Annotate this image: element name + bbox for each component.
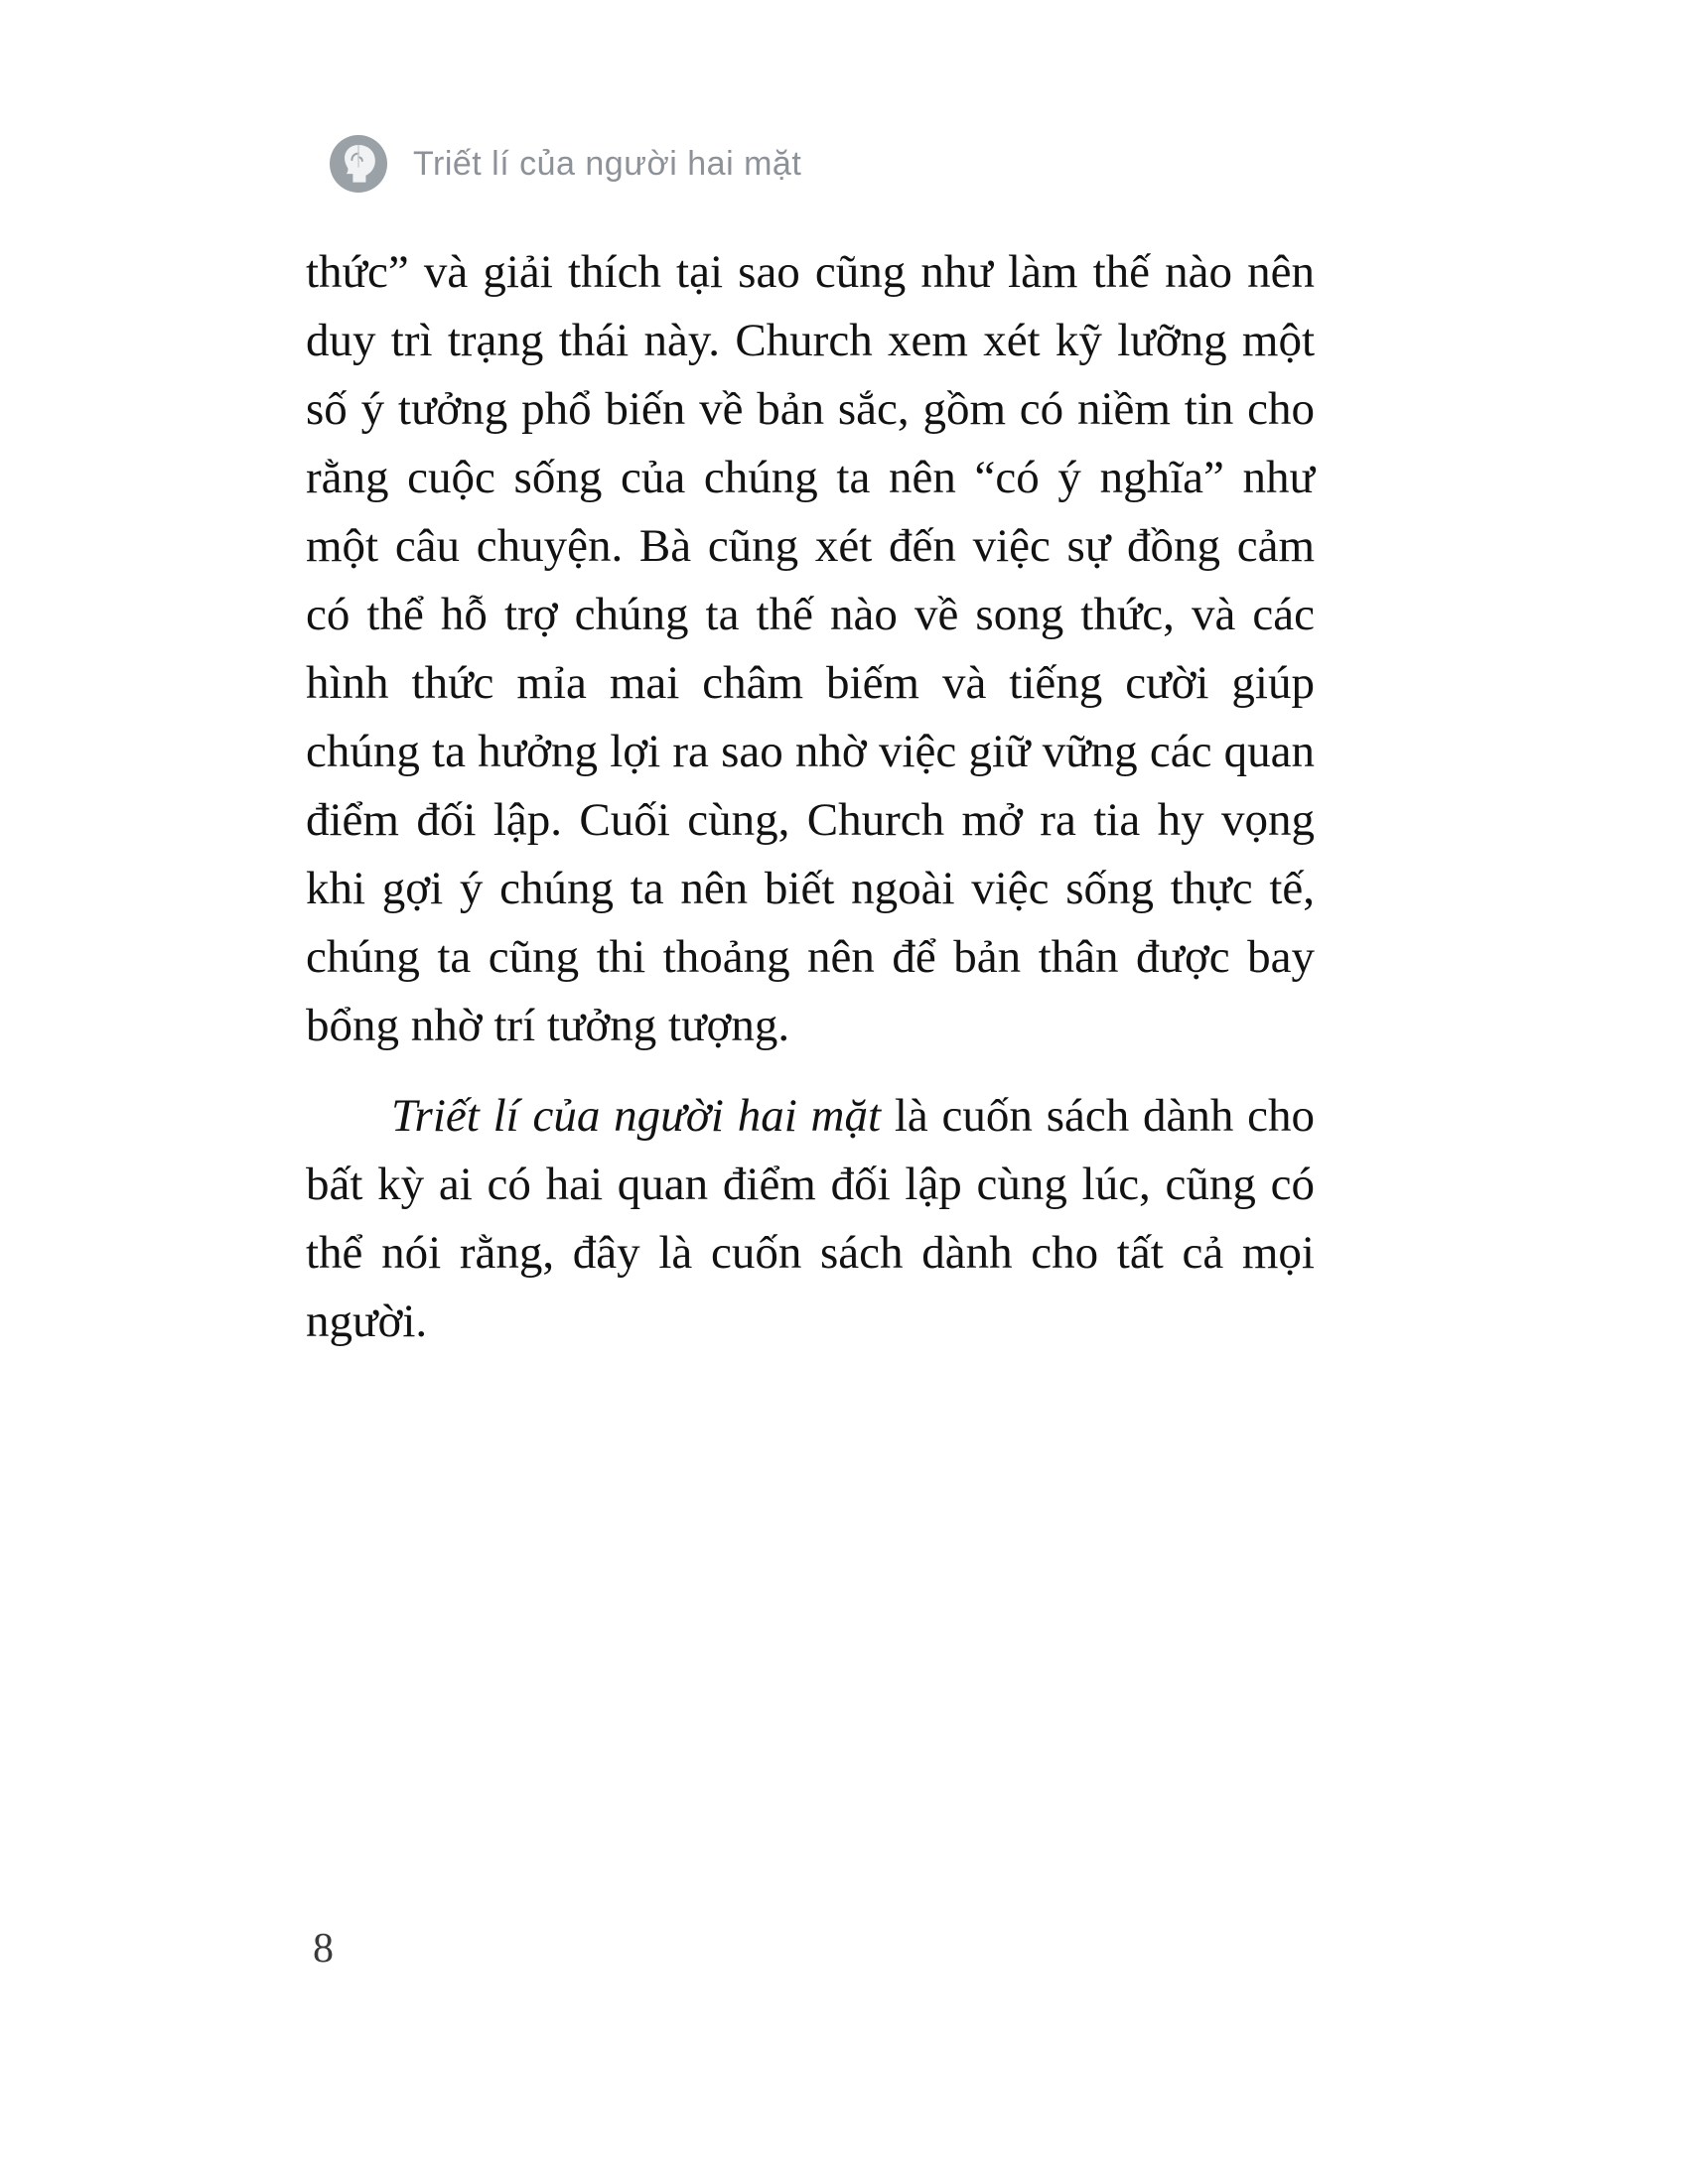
paragraph [306, 1082, 1315, 1356]
two-face-head-icon [330, 135, 387, 193]
body-text-block [306, 238, 1315, 1378]
paragraph: thức” và giải thích tại sao cũng như làm thế nào nên duy trì trạng thái này. Church xem xét kỹ lưỡng một số ý tưởng phổ biến về bản sắc, gồm có niềm tin cho rằng cuộc sống của chúng ta nên “có ý nghĩa” như một câu chuyện. Bà cũng xét đến việc sự đồng cảm có thể hỗ trợ chúng ta thế nào về song thức, và các hình thức mỉa mai châm biếm và tiếng cười giúp chúng ta hưởng lợi ra sao nhờ việc giữ vững các quan điểm đối lập. Cuối cùng, Church mở ra tia hy vọng khi gợi ý chúng ta nên biết ngoài việc sống thực tế, chúng ta cũng thi thoảng nên để bản thân được bay bổng nhờ trí tưởng tượng. [306, 246, 1315, 1051]
header-book-title: Triết lí của người hai mặt [413, 144, 802, 183]
paragraph-italic-lead: Triết lí của người hai mặt [391, 1090, 882, 1142]
page-number: 8 [313, 1926, 334, 1972]
running-header [330, 135, 801, 193]
paragraph-text: là cuốn sách dành cho bất kỳ ai có hai quan điểm đối lập cùng lúc, cũng có thể nói rằng, đây là cuốn sách dành cho tất cả mọi người. [306, 1090, 1316, 1347]
